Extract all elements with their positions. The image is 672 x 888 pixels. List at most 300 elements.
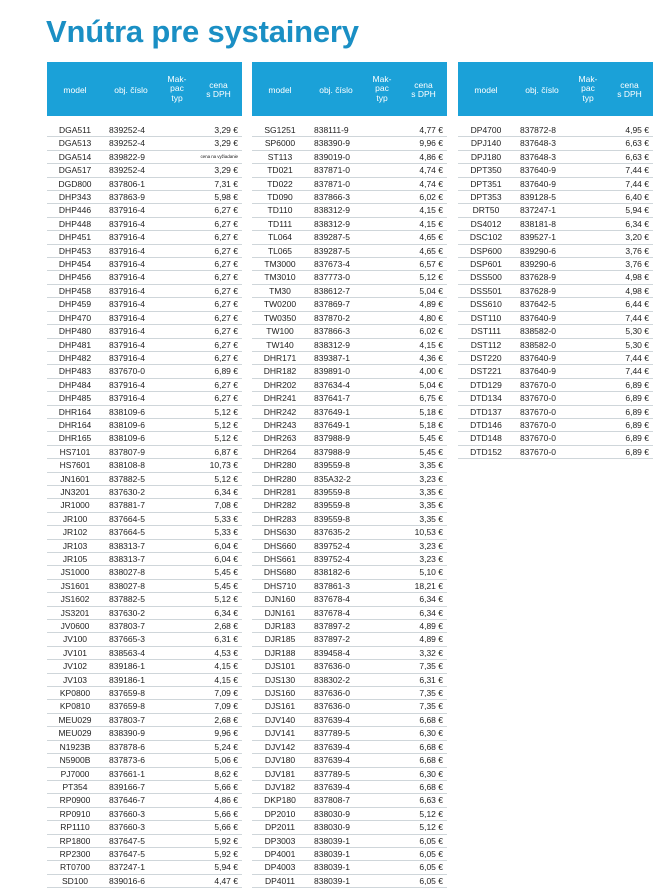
cell-model: JR1000: [60, 500, 90, 511]
cell-model: DHP448: [58, 218, 92, 229]
table-row: [252, 580, 447, 593]
cell-obj-cislo: 837630-2: [109, 486, 145, 497]
cell-price: 3,35 €: [419, 500, 443, 511]
cell-obj-cislo: 838563-4: [109, 647, 145, 658]
cell-price: 9,96 €: [214, 728, 238, 739]
cell-price: 5,33 €: [214, 527, 238, 538]
table-row: [458, 245, 653, 258]
cell-price: 6,68 €: [419, 714, 443, 725]
cell-obj-cislo: 837670-0: [520, 406, 556, 417]
cell-model: TD110: [267, 205, 293, 216]
table-row: [458, 271, 653, 284]
cell-obj-cislo: 837670-0: [520, 379, 556, 390]
table-header: [458, 62, 653, 116]
cell-obj-cislo: 837871-0: [314, 165, 350, 176]
cell-model: DGA514: [58, 151, 92, 162]
cell-obj-cislo: 837871-0: [314, 178, 350, 189]
cell-model: DRT50: [472, 205, 500, 216]
cell-obj-cislo: 837866-3: [314, 192, 350, 203]
cell-obj-cislo: 837628-9: [520, 272, 556, 283]
cell-model: DP3003: [264, 835, 296, 846]
table-row: [47, 808, 242, 821]
table-row: [252, 218, 447, 231]
cell-price: 6,89 €: [625, 446, 649, 457]
cell-model: DHS710: [263, 580, 297, 591]
table-row: [458, 392, 653, 405]
cell-price: 5,12 €: [419, 272, 443, 283]
cell-obj-cislo: 837870-2: [314, 312, 350, 323]
cell-model: DHS630: [263, 527, 297, 538]
cell-model: DS4012: [470, 218, 502, 229]
cell-model: DP4700: [470, 125, 502, 135]
cell-model: DGA511: [59, 125, 91, 135]
cell-price: 5,12 €: [214, 406, 238, 417]
table-row: [47, 540, 242, 553]
table-row: [47, 339, 242, 352]
cell-price: 6,27 €: [214, 232, 238, 243]
cell-price: 4,98 €: [625, 285, 649, 296]
cell-obj-cislo: 839016-6: [109, 875, 145, 886]
cell-obj-cislo: 837872-8: [520, 125, 556, 135]
cell-model: TM30: [269, 285, 291, 296]
cell-price: 5,66 €: [214, 808, 238, 819]
cell-model: DHR165: [58, 433, 92, 444]
cell-obj-cislo: 837247-1: [109, 862, 145, 873]
cell-price: 4,15 €: [419, 205, 443, 216]
cell-price: 6,34 €: [214, 607, 238, 618]
cell-price: 2,68 €: [214, 714, 238, 725]
table-row: [252, 875, 447, 888]
cell-obj-cislo: 839752-4: [314, 540, 350, 551]
table-row: [252, 178, 447, 191]
cell-obj-cislo: 837916-4: [109, 205, 145, 216]
cell-obj-cislo: 837881-7: [109, 500, 145, 511]
cell-model: JN3201: [60, 486, 90, 497]
cell-price: 5,04 €: [419, 379, 443, 390]
cell-obj-cislo: 837916-4: [109, 379, 145, 390]
table-row: [252, 325, 447, 338]
cell-price: 5,66 €: [214, 822, 238, 833]
cell-obj-cislo: 839252-4: [109, 165, 145, 176]
table-row: [458, 432, 653, 445]
cell-price: 3,29 €: [214, 138, 238, 149]
cell-obj-cislo: 839527-1: [520, 232, 556, 243]
cell-price: 6,30 €: [419, 768, 443, 779]
header-model: model: [268, 85, 292, 95]
cell-model: JN1601: [60, 473, 90, 484]
cell-model: DP4003: [264, 862, 296, 873]
cell-obj-cislo: 837670-0: [520, 393, 556, 404]
cell-model: TW100: [266, 326, 294, 337]
cell-price: 6,63 €: [625, 151, 649, 162]
table-body: [458, 124, 653, 459]
table-row: [458, 365, 653, 378]
cell-model: N5900B: [59, 755, 91, 766]
cell-price: 3,23 €: [419, 554, 443, 564]
table-row: [47, 660, 242, 673]
table-row: [252, 526, 447, 539]
table-row: [252, 540, 447, 553]
cell-obj-cislo: 837635-2: [314, 527, 350, 538]
cell-obj-cislo: 838030-9: [314, 822, 350, 833]
table-row: [252, 861, 447, 874]
cell-model: DPT350: [470, 165, 502, 176]
cell-obj-cislo: 838390-9: [314, 138, 350, 149]
table-row: [47, 446, 242, 459]
table-row: [47, 406, 242, 419]
header-cena: cena s DPH: [617, 80, 642, 100]
cell-obj-cislo: 837789-5: [314, 728, 350, 739]
cell-model: DHP454: [58, 259, 92, 270]
cell-price: 5,33 €: [214, 513, 238, 524]
cell-obj-cislo: 838027-8: [109, 580, 145, 591]
cell-obj-cislo: 837916-4: [109, 299, 145, 310]
cell-price: 5,04 €: [419, 285, 443, 296]
cell-obj-cislo: 837639-4: [314, 755, 350, 766]
cell-price: 6,05 €: [419, 862, 443, 873]
cell-price: 4,47 €: [214, 875, 238, 886]
cell-model: RP1800: [59, 835, 91, 846]
table-row: [458, 231, 653, 244]
table-row: [47, 741, 242, 754]
cell-obj-cislo: 839252-4: [109, 125, 145, 135]
table-row: [458, 164, 653, 177]
cell-model: JV102: [62, 661, 88, 672]
table-row: [252, 593, 447, 606]
cell-model: DST220: [470, 352, 502, 363]
table-row: [47, 258, 242, 271]
cell-obj-cislo: 837916-4: [109, 312, 145, 323]
cell-obj-cislo: 837649-1: [314, 406, 350, 417]
cell-price: 4,80 €: [419, 312, 443, 323]
cell-model: DHP453: [58, 245, 92, 256]
table-row: [47, 835, 242, 848]
cell-model: SP6000: [264, 138, 296, 149]
cell-obj-cislo: 837664-5: [109, 513, 145, 524]
table-row: [252, 687, 447, 700]
table-row: [252, 700, 447, 713]
cell-price: 4,15 €: [214, 674, 238, 685]
table-row: [252, 633, 447, 646]
cell-model: MEU029: [58, 714, 92, 725]
cell-model: KP0800: [59, 688, 91, 699]
cell-model: TD022: [267, 178, 293, 189]
cell-price: 6,40 €: [625, 192, 649, 203]
table-row: [252, 204, 447, 217]
cell-obj-cislo: 837678-4: [314, 607, 350, 618]
cell-model: DHR280: [263, 460, 297, 471]
cell-price: 6,27 €: [214, 205, 238, 216]
cell-obj-cislo: 837670-0: [520, 433, 556, 444]
cell-price: 4,89 €: [419, 299, 443, 310]
cell-obj-cislo: 837665-3: [109, 634, 145, 645]
cell-price: 6,89 €: [625, 379, 649, 390]
cell-price: 3,35 €: [419, 513, 443, 524]
cell-price: 6,57 €: [419, 259, 443, 270]
table-row: [252, 432, 447, 445]
table-row: [47, 178, 242, 191]
table-row: [47, 218, 242, 231]
table-row: [47, 245, 242, 258]
cell-model: JS1602: [60, 594, 90, 605]
cell-price: 6,68 €: [419, 781, 443, 792]
cell-model: DPT353: [470, 192, 502, 203]
cell-obj-cislo: 838109-6: [109, 419, 145, 430]
cell-price: 3,23 €: [419, 473, 443, 484]
cell-model: JV0600: [60, 621, 90, 632]
table-row: [458, 325, 653, 338]
cell-price: 6,05 €: [419, 875, 443, 886]
cell-obj-cislo: 839458-4: [314, 647, 350, 658]
table-row: [47, 419, 242, 432]
cell-price: 7,35 €: [419, 701, 443, 712]
cell-model: DHP446: [58, 205, 92, 216]
page-title: Vnútra pre systainery: [46, 14, 359, 49]
cell-price: 10,73 €: [209, 460, 238, 471]
cell-obj-cislo: 837897-2: [314, 634, 350, 645]
cell-obj-cislo: 838312-9: [314, 339, 350, 350]
table-row: [252, 848, 447, 861]
cell-model: DGD800: [58, 178, 92, 189]
table-row: [252, 741, 447, 754]
cell-model: DGA513: [58, 138, 92, 149]
cell-model: JS1000: [60, 567, 90, 578]
cell-obj-cislo: 838582-0: [520, 339, 556, 350]
table-row: [47, 499, 242, 512]
table-row: [47, 875, 242, 888]
cell-price: cena na vyžiadanie: [200, 153, 238, 159]
cell-obj-cislo: 837630-2: [109, 607, 145, 618]
cell-obj-cislo: 839252-4: [109, 138, 145, 149]
cell-obj-cislo: 837660-3: [109, 808, 145, 819]
table-row: [252, 245, 447, 258]
cell-obj-cislo: 837634-4: [314, 379, 350, 390]
table-row: [252, 379, 447, 392]
cell-obj-cislo: 838109-6: [109, 433, 145, 444]
table-row: [458, 379, 653, 392]
table-row: [47, 271, 242, 284]
cell-price: 3,76 €: [625, 259, 649, 270]
cell-price: 6,68 €: [419, 755, 443, 766]
cell-obj-cislo: 839891-0: [314, 366, 350, 377]
table-row: [47, 352, 242, 365]
cell-model: DJN161: [264, 607, 296, 618]
cell-model: DSC102: [469, 232, 503, 243]
cell-price: 5,30 €: [625, 339, 649, 350]
cell-price: 5,12 €: [214, 419, 238, 430]
cell-price: 3,29 €: [214, 125, 238, 135]
cell-model: DHP481: [58, 339, 92, 350]
cell-obj-cislo: 837639-4: [314, 781, 350, 792]
cell-price: 6,31 €: [419, 674, 443, 685]
cell-model: DHR202: [263, 379, 297, 390]
cell-price: 4,65 €: [419, 232, 443, 243]
cell-price: 7,31 €: [214, 178, 238, 189]
cell-obj-cislo: 838109-6: [109, 406, 145, 417]
cell-price: 6,87 €: [214, 446, 238, 457]
cell-model: DHR164: [58, 406, 92, 417]
cell-model: DJR185: [264, 634, 296, 645]
cell-obj-cislo: 838039-1: [314, 835, 350, 846]
cell-model: DP4011: [264, 875, 296, 886]
cell-obj-cislo: 839752-4: [314, 554, 350, 564]
cell-obj-cislo: 837916-4: [109, 285, 145, 296]
cell-obj-cislo: 839186-1: [109, 674, 145, 685]
cell-model: MEU029: [58, 728, 92, 739]
cell-price: 6,89 €: [625, 406, 649, 417]
cell-model: DHS660: [263, 540, 297, 551]
table-row: [47, 526, 242, 539]
cell-price: 5,12 €: [214, 433, 238, 444]
cell-obj-cislo: 839822-9: [109, 151, 145, 162]
table-row: [458, 204, 653, 217]
table-row: [47, 674, 242, 687]
cell-model: TW0200: [263, 299, 297, 310]
table-row: [252, 352, 447, 365]
table-row: [252, 754, 447, 767]
cell-price: 3,23 €: [419, 540, 443, 551]
table-row: [47, 432, 242, 445]
cell-model: DHR264: [263, 446, 297, 457]
cell-model: DHP451: [58, 232, 92, 243]
table-row: [47, 325, 242, 338]
cell-obj-cislo: 837678-4: [314, 594, 350, 605]
table-row: [252, 285, 447, 298]
cell-model: DHR182: [263, 366, 297, 377]
cell-obj-cislo: 837916-4: [109, 352, 145, 363]
cell-price: 5,45 €: [214, 567, 238, 578]
cell-obj-cislo: 837882-5: [109, 473, 145, 484]
header-obj-cislo: obj. číslo: [319, 85, 353, 95]
cell-obj-cislo: 837646-7: [109, 795, 145, 806]
cell-model: JV103: [62, 674, 88, 685]
table-row: [47, 231, 242, 244]
cell-price: 6,27 €: [214, 299, 238, 310]
table-row: [47, 727, 242, 740]
cell-obj-cislo: 837628-9: [520, 285, 556, 296]
cell-model: DHP485: [58, 393, 92, 404]
cell-price: 6,27 €: [214, 285, 238, 296]
cell-obj-cislo: 838313-7: [109, 554, 145, 564]
cell-model: TL065: [267, 245, 293, 256]
cell-model: DJS161: [264, 701, 296, 712]
cell-obj-cislo: 837869-7: [314, 299, 350, 310]
cell-model: DHP482: [58, 352, 92, 363]
cell-obj-cislo: 837861-3: [314, 580, 350, 591]
cell-price: 5,12 €: [419, 822, 443, 833]
cell-price: 6,63 €: [625, 138, 649, 149]
cell-obj-cislo: 838030-9: [314, 808, 350, 819]
cell-model: DPJ180: [470, 151, 502, 162]
table-row: [47, 365, 242, 378]
header-makpac: Mak- pac typ: [578, 74, 598, 103]
table-row: [252, 647, 447, 660]
table-row: [47, 473, 242, 486]
cell-model: DHP343: [58, 192, 92, 203]
cell-price: 4,15 €: [214, 661, 238, 672]
cell-obj-cislo: 837640-9: [520, 312, 556, 323]
cell-obj-cislo: 837636-0: [314, 701, 350, 712]
cell-obj-cislo: 837648-3: [520, 138, 556, 149]
cell-model: DHR171: [263, 352, 297, 363]
cell-model: DJV140: [264, 714, 296, 725]
cell-price: 6,27 €: [214, 352, 238, 363]
cell-price: 2,68 €: [214, 621, 238, 632]
cell-obj-cislo: 837649-1: [314, 419, 350, 430]
cell-price: 4,65 €: [419, 245, 443, 256]
cell-model: JR105: [62, 554, 88, 564]
cell-model: SD100: [62, 875, 88, 886]
table-row: [47, 768, 242, 781]
cell-obj-cislo: 838111-9: [314, 125, 349, 135]
cell-obj-cislo: 837866-3: [314, 326, 350, 337]
cell-obj-cislo: 837916-4: [109, 232, 145, 243]
table-row: [47, 714, 242, 727]
table-row: [252, 821, 447, 834]
cell-price: 6,27 €: [214, 259, 238, 270]
cell-price: 6,75 €: [419, 393, 443, 404]
table-row: [252, 137, 447, 150]
cell-model: JS3201: [60, 607, 90, 618]
cell-obj-cislo: 837640-9: [520, 366, 556, 377]
cell-price: 5,24 €: [214, 741, 238, 752]
cell-model: DJV142: [264, 741, 296, 752]
cell-model: DJV181: [264, 768, 296, 779]
cell-obj-cislo: 837806-1: [109, 178, 145, 189]
cell-model: PJ7000: [60, 768, 90, 779]
cell-obj-cislo: 837916-4: [109, 326, 145, 337]
table-row: [47, 392, 242, 405]
cell-obj-cislo: 838027-8: [109, 567, 145, 578]
header-obj-cislo: obj. číslo: [525, 85, 559, 95]
table-row: [47, 781, 242, 794]
table-row: [47, 794, 242, 807]
cell-obj-cislo: 839166-7: [109, 781, 145, 792]
cell-obj-cislo: 837670-0: [520, 419, 556, 430]
cell-model: DHR243: [263, 419, 297, 430]
cell-obj-cislo: 837670-0: [109, 366, 145, 377]
cell-price: 6,34 €: [625, 218, 649, 229]
cell-price: 5,06 €: [214, 755, 238, 766]
cell-model: DTD129: [470, 379, 502, 390]
cell-price: 7,09 €: [214, 701, 238, 712]
cell-model: DJV180: [264, 755, 296, 766]
cell-model: DST110: [470, 312, 502, 323]
cell-obj-cislo: 838312-9: [314, 218, 350, 229]
table-row: [252, 674, 447, 687]
cell-model: TD111: [267, 218, 293, 229]
cell-model: DSS610: [470, 299, 502, 310]
cell-model: TW0350: [263, 312, 297, 323]
table-row: [252, 714, 447, 727]
cell-price: 9,96 €: [419, 138, 443, 149]
table-row: [252, 298, 447, 311]
cell-obj-cislo: 837659-8: [109, 688, 145, 699]
cell-model: DHP459: [58, 299, 92, 310]
cell-model: DSS500: [470, 272, 502, 283]
cell-obj-cislo: 837660-3: [109, 822, 145, 833]
cell-obj-cislo: 837664-5: [109, 527, 145, 538]
cell-model: DSS501: [470, 285, 502, 296]
cell-price: 6,27 €: [214, 272, 238, 283]
cell-model: RP0910: [59, 808, 91, 819]
cell-price: 5,92 €: [214, 835, 238, 846]
table-row: [47, 580, 242, 593]
cell-obj-cislo: 837773-0: [314, 272, 350, 283]
cell-price: 4,15 €: [419, 339, 443, 350]
table-row: [252, 191, 447, 204]
cell-price: 10,53 €: [414, 527, 443, 538]
